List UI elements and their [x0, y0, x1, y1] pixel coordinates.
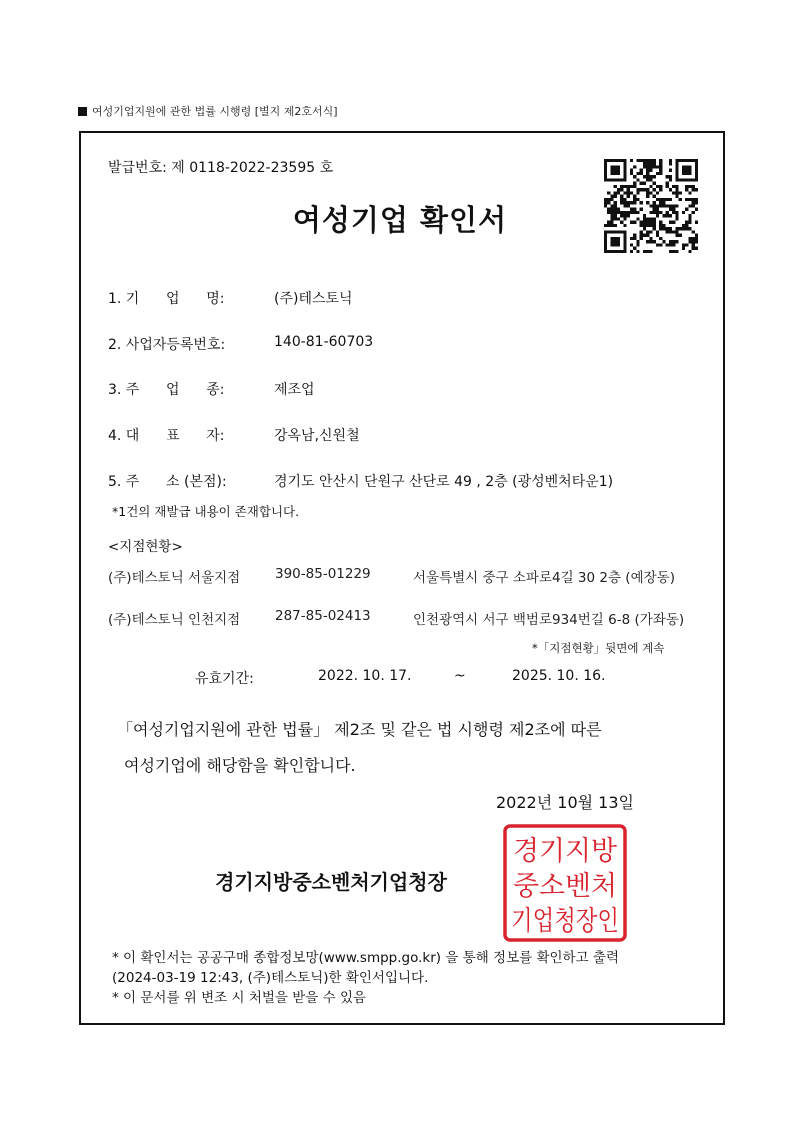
branch-reg-no: 287-85-02413	[275, 608, 371, 624]
form-label-text: 여성기업지원에 관한 법률 시행령 [별지 제2호서식]	[92, 105, 338, 118]
field-address-value: 경기도 안산시 단원구 산단로 49 , 2층 (광성벤처타운1)	[274, 474, 614, 490]
branches-title: <지점현황>	[108, 539, 183, 555]
field-address-label: 5. 주 소 (본점):	[108, 474, 227, 490]
footer-line-1: * 이 확인서는 공공구매 종합정보망(www.smpp.go.kr) 을 통해 정보를 확인하고 출력	[112, 950, 620, 966]
branch-address: 인천광역시 서구 백범로934번길 6-8 (가좌동)	[413, 612, 685, 628]
validity-start: 2022. 10. 17.	[318, 668, 412, 684]
branch-address: 서울특별시 중구 소파로4길 30 2층 (예장동)	[413, 570, 675, 586]
seal-row-3: 기업청장인	[511, 906, 619, 937]
field-main-industry-value: 제조업	[274, 382, 315, 398]
validity-end: 2025. 10. 16.	[512, 668, 606, 684]
reissue-note: *1건의 재발급 내용이 존재합니다.	[112, 504, 300, 519]
footer-line-3: * 이 문서를 위 변조 시 처벌을 받을 수 있음	[112, 990, 367, 1006]
statement-line-1: 「여성기업지원에 관한 법률」 제2조 및 같은 법 시행령 제2조에 따른	[117, 720, 602, 739]
footer-line-2: (2024-03-19 12:43, (주)테스토닉)한 확인서입니다.	[112, 970, 429, 986]
field-company-value: (주)테스토닉	[274, 291, 353, 307]
field-business-reg-label: 2. 사업자등록번호:	[108, 337, 226, 353]
field-main-industry-label: 3. 주 업 종:	[108, 382, 225, 398]
branch-reg-no: 390-85-01229	[275, 566, 371, 582]
statement-line-2: 여성기업에 해당함을 확인합니다.	[124, 756, 356, 775]
issuing-authority: 경기지방중소벤처기업청장	[215, 870, 447, 894]
validity-separator: ~	[454, 668, 466, 684]
square-bullet-icon	[78, 107, 87, 116]
branch-name: (주)테스토닉 인천지점	[108, 612, 241, 628]
official-seal-icon	[502, 823, 628, 943]
field-representative-label: 4. 대 표 자:	[108, 428, 225, 444]
document-title: 여성기업 확인서	[292, 203, 508, 237]
form-label	[78, 103, 338, 119]
issue-number: 발급번호: 제 0118-2022-23595 호	[108, 160, 334, 176]
seal-row-2: 중소벤처	[513, 871, 617, 902]
field-company-label: 1. 기 업 명:	[108, 291, 225, 307]
branches-continued-note: *「지점현황」뒷면에 계속	[532, 641, 665, 655]
issue-date: 2022년 10월 13일	[496, 793, 634, 812]
field-business-reg-value: 140-81-60703	[274, 334, 374, 350]
validity-label: 유효기간:	[195, 671, 254, 687]
field-representative-value: 강옥남,신원철	[274, 428, 360, 444]
seal-row-1: 경기지방	[513, 836, 617, 867]
branch-name: (주)테스토닉 서울지점	[108, 570, 241, 586]
